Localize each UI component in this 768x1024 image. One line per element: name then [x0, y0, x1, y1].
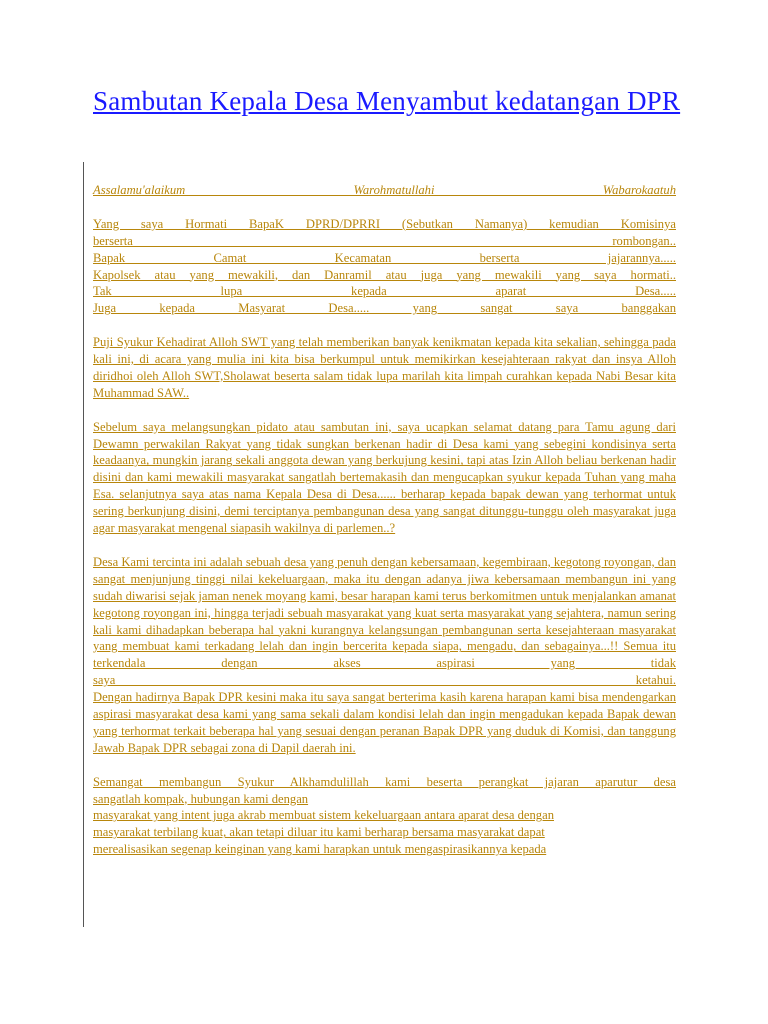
salutation-line: Bapak Camat Kecamatan berserta jajarannya..... [93, 250, 676, 265]
greeting-line: Assalamu'alaikum Warohmatullahi Wabarokaatuh [93, 183, 676, 197]
spirit-line: merealisasikan segenap keinginan yang kami harapkan untuk mengaspirasikannya kepada [93, 842, 547, 857]
salutation-line: Yang saya Hormati BapaK DPRD/DPRRI (Sebutkan Namanya) kemudian Komisinya [93, 216, 676, 231]
salutation-block [93, 216, 676, 317]
spirit-line: sangatlah kompak, hubungan kami dengan [93, 791, 309, 806]
left-margin-rule [83, 162, 84, 927]
document-body [93, 182, 676, 858]
paragraph-opening-praise: Puji Syukur Kehadirat Alloh SWT yang telah memberikan banyak kenikmatan kepada kita sekalian, sehingga pada kali ini, di acara yang mulia ini kita bisa berkumpul untuk memikirkan kesejahteraan rakyat dan insya Alloh diridhoi oleh Alloh SWT,Sholawat beserta salam tidak lupa marilah kita limpah curahkan kepada Nabi Besar kita Muhammad SAW.. [93, 335, 676, 400]
salutation-line: berserta rombongan.. [93, 233, 676, 248]
spirit-line: Semangat membangun Syukur Alkhamdulillah kami beserta perangkat jajaran aparutur desa [93, 774, 676, 789]
spirit-line: masyarakat terbilang kuat, akan tetapi diluar itu kami berharap bersama masyarakat dapat [93, 825, 545, 840]
paragraph-welcome: Sebelum saya melangsungkan pidato atau sambutan ini, saya ucapkan selamat datang para Tamu agung dari Dewamn perwakilan Rakyat yang tidak sungkan berkenan hadir di Desa kami yang sebegini kondisinya serta keadaanya, mungkin jarang sekali anggota dewan yang berkujung kesini, tapi atas Izin Alloh beliau berkenan hadir disini dan kami mewakili masyarakat sangatlah bertemakasih dan mengucapkan syukur kepada Tuhan yang maha Esa. selanjutnya saya atas nama Kepala Desa di Desa...... berharap kepada bapak dewan yang terhormat untuk sering berkunjung disini, demi terciptanya pembangunan desa yang sangat ditunggu-tunggu oleh masyarakat juga agar masyarakat mengenal siapasih wakilnya di parlemen..? [93, 419, 676, 536]
paragraph-village-tail: saya ketahui. [93, 673, 676, 688]
paragraph-village-block [93, 554, 676, 757]
paragraph-dpr-visit: Dengan hadirnya Bapak DPR kesini maka itu saya sangat berterima kasih karena harapan kami bisa mendengarkan aspirasi masyarakat desa kami yang sama sekali dalam kondisi lelah dan ingin mengadukan kepada Bapak dewan yang terhormat terkait beberapa hal yang sesuai dengan peranan Bapak DPR yang duduk di Komisi, dan tanggung Jawab Bapak DPR sebagai zona di Dapil daerah ini. [93, 690, 676, 755]
salutation-line: Juga kepada Masyarat Desa..... yang sangat saya banggakan [93, 301, 676, 316]
spirit-line: masyarakat yang intent juga akrab membuat sistem kekeluargaan antara aparat desa dengan [93, 808, 554, 823]
salutation-line: Tak lupa kepada aparat Desa..... [93, 284, 676, 299]
document-title-link[interactable]: Sambutan Kepala Desa Menyambut kedatangan DPR [93, 86, 681, 116]
paragraph-village: Desa Kami tercinta ini adalah sebuah desa yang penuh dengan kebersamaan, kegembiraan, kegotong royongan, dan sangat menjunjung tinggi nilai kekeluargaan, maka itu dengan adanya jiwa kebersamaan membangun ini yang sudah diwarisi sejak jaman nenek moyang kami, besar harapan kami terus berkomitmen untuk menjalankan amanat kegotong royongan ini, hingga terjadi sebuah masyarakat yang kuat serta masyarakat yang sejahtera, namun sering kali kami dihadapkan beberapa hal yakni kurangnya kelangsungan pembangunan serta kesejahteraan masyarakat yang membuat kami terkadang lelah dan ingin bercerita kepada siapa, mengadu, dan sebagainya...!! Semua itu terkendala dengan akses aspirasi yang tidak [93, 554, 676, 671]
paragraph-spirit-block [93, 774, 676, 859]
salutation-line: Kapolsek atau yang mewakili, dan Danramil atau juga yang mewakili yang saya hormati.. [93, 267, 676, 282]
